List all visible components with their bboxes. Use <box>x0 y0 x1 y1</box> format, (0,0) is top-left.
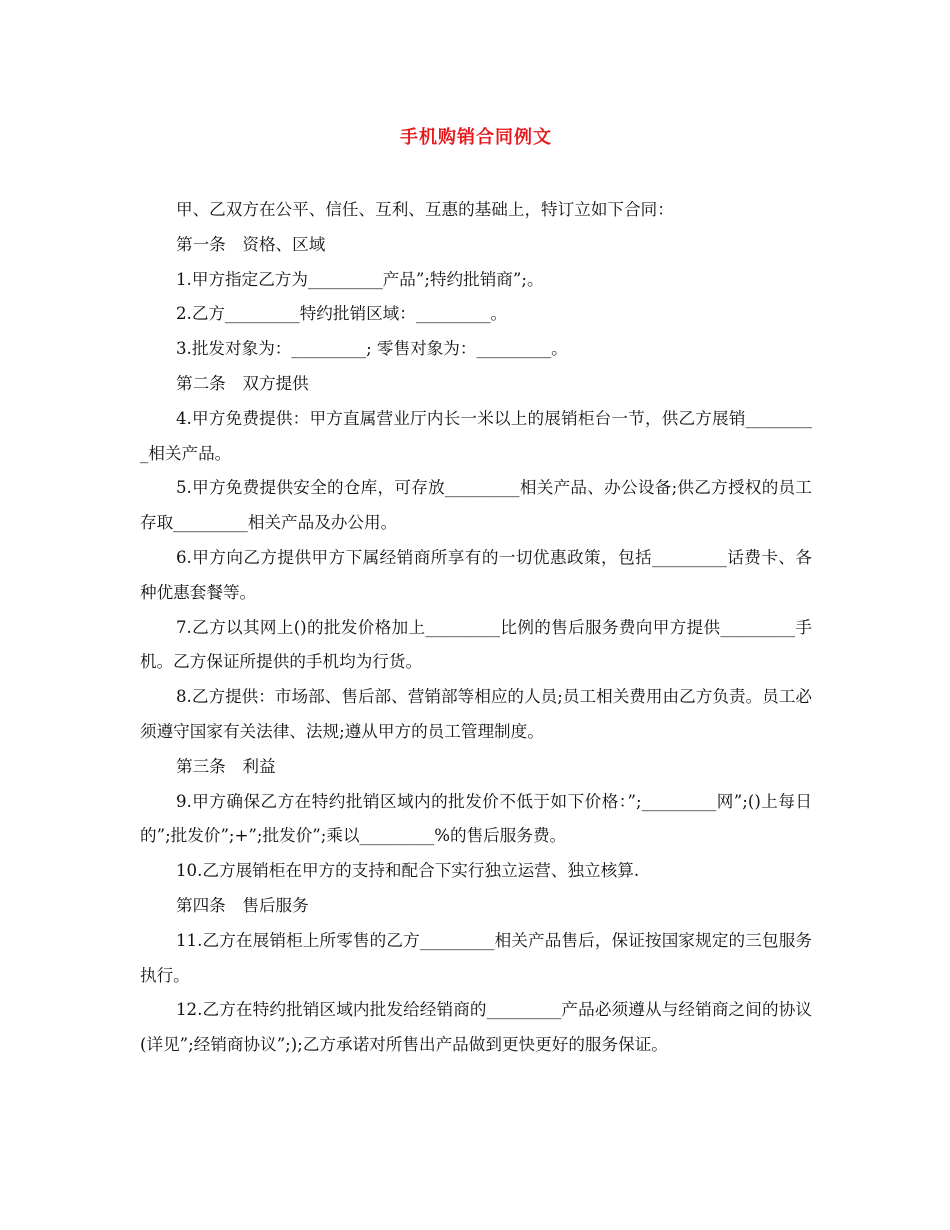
section-heading-3: 第三条 利益 <box>176 756 276 776</box>
clause-2: 2.乙方_________特约批销区域：_________。 <box>176 304 508 324</box>
clause-5: 5.甲方免费提供安全的仓库，可存放_________相关产品、办公设备;供乙方授权的员工存取_________相关产品及办公用。 <box>140 478 812 533</box>
clause-6: 6.甲方向乙方提供甲方下属经销商所享有的一切优惠政策，包括_________话费卡、各种优惠套餐等。 <box>140 547 812 602</box>
clause-3: 3.批发对象为：_________; 零售对象为：_________。 <box>176 339 568 359</box>
paragraph-intro: 甲、乙双方在公平、信任、互利、互惠的基础上，特订立如下合同： <box>176 200 674 219</box>
clause-9: 9.甲方确保乙方在特约批销区域内的批发价不低于如下价格：”;_________网”;()上每日的”;批发价”;+”;批发价”;乘以_________%的售后服务费。 <box>140 791 812 846</box>
clause-1: 1.甲方指定乙方为_________产品”;特约批销商”;。 <box>176 269 544 289</box>
clause-12: 12.乙方在特约批销区域内批发给经销商的_________产品必须遵从与经销商之间的协议(详见”;经销商协议”;);乙方承诺对所售出产品做到更快更好的服务保证。 <box>140 1000 812 1055</box>
document-title: 手机购销合同例文 <box>400 127 552 148</box>
clause-8: 8.乙方提供：市场部、售后部、营销部等相应的人员;员工相关费用由乙方负责。员工必须遵守国家有关法律、法规;遵从甲方的员工管理制度。 <box>140 687 812 741</box>
clause-7: 7.乙方以其网上()的批发价格加上_________比例的售后服务费向甲方提供_________手机。乙方保证所提供的手机均为行货。 <box>140 617 812 672</box>
document-body <box>140 193 812 1063</box>
section-heading-1: 第一条 资格、区域 <box>176 234 326 254</box>
clause-10: 10.乙方展销柜在甲方的支持和配合下实行独立运营、独立核算. <box>176 861 640 881</box>
section-heading-2: 第二条 双方提供 <box>176 373 309 393</box>
clause-4: 4.甲方免费提供：甲方直属营业厅内长一米以上的展销柜台一节，供乙方展销_________相关产品。 <box>140 408 812 463</box>
section-heading-4: 第四条 售后服务 <box>176 895 309 915</box>
clause-11: 11.乙方在展销柜上所零售的乙方_________相关产品售后，保证按国家规定的三包服务执行。 <box>140 930 812 985</box>
